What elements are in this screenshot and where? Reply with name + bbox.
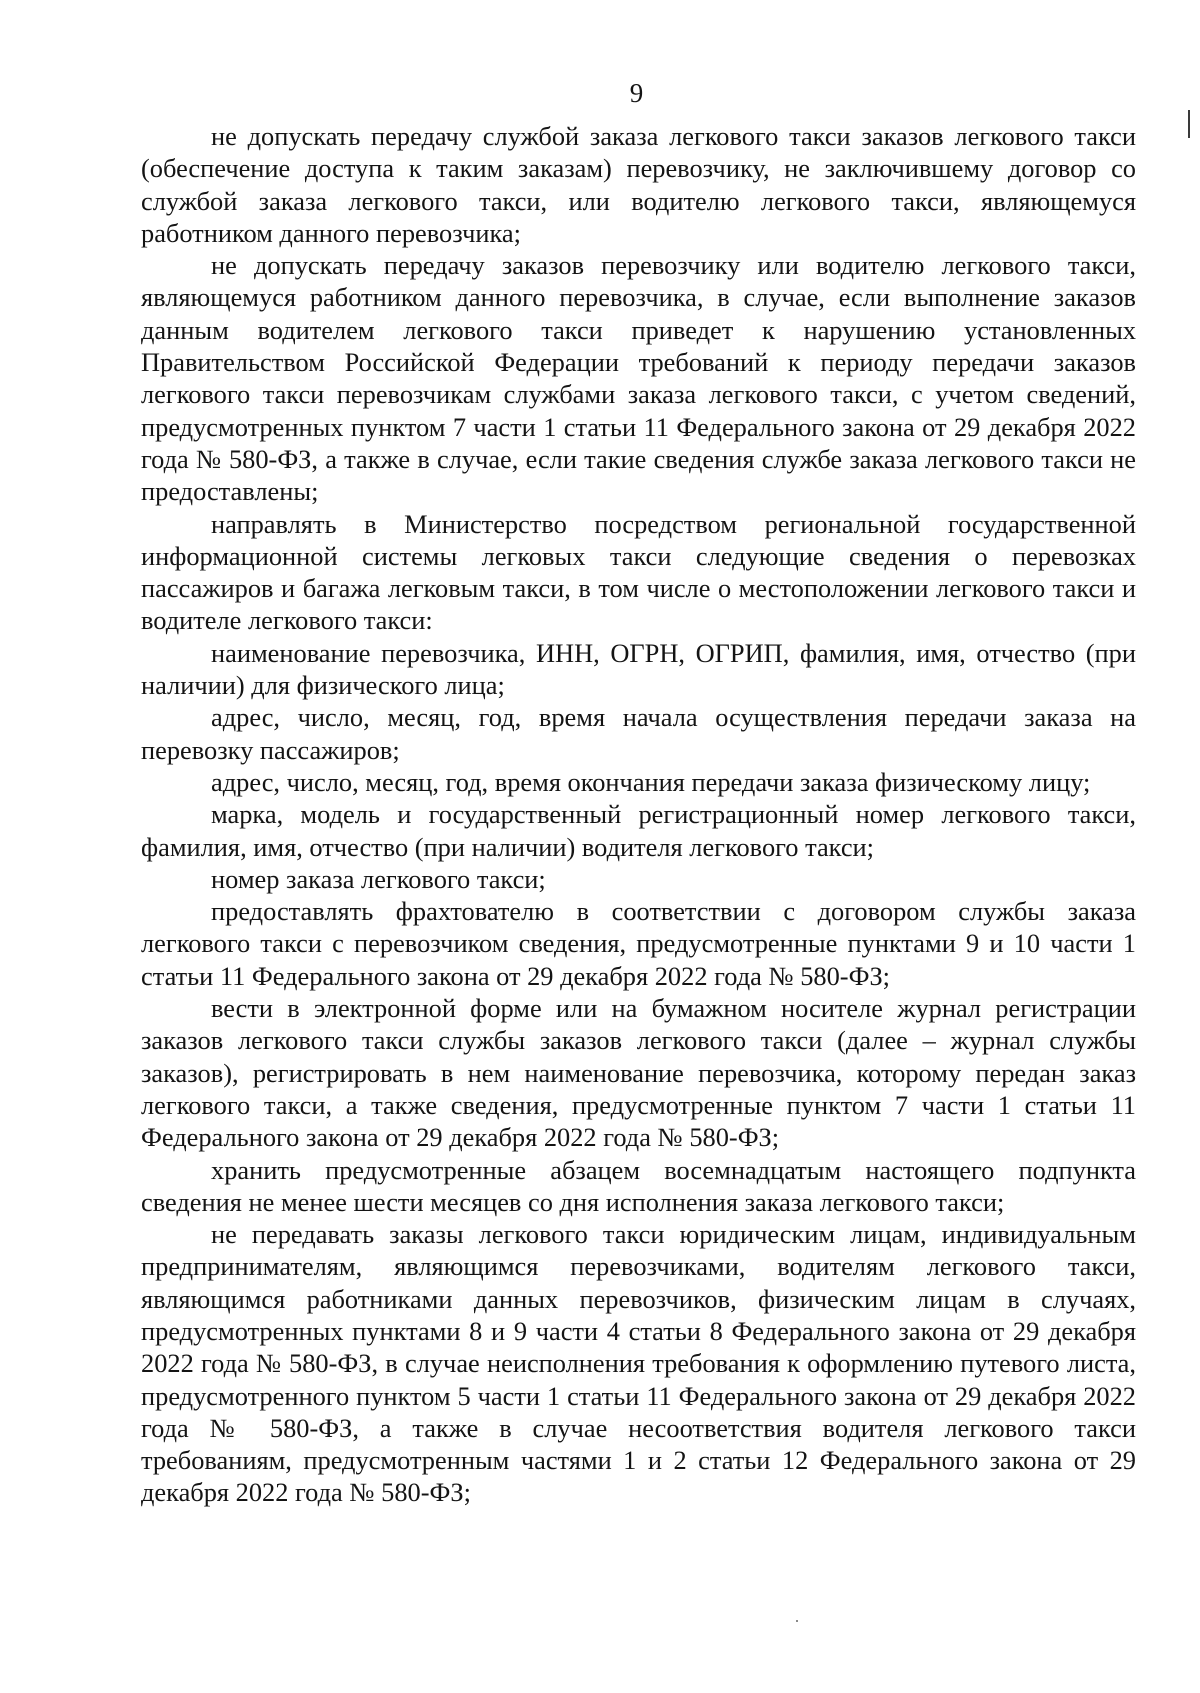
document-body xyxy=(141,120,1136,1509)
paragraph-11: хранить предусмотренные абзацем восемнадцатым настоящего подпункта сведения не менее шести месяцев со дня исполнения заказа легкового такси; xyxy=(141,1154,1136,1217)
paragraph-5: адрес, число, месяц, год, время начала осуществления передачи заказа на перевозку пассажиров; xyxy=(141,702,1136,765)
paragraph-12: не передавать заказы легкового такси юридическим лицам, индивидуальным предпринимателям, являющимся перевозчиками, водителям легкового такси, являющимся работниками данных перевозчиков, физическим лицам в случаях, предусмотренных пунктами 8 и 9 части 4 статьи 8 Федерального закона от 29 декабря 2022 года № 580-ФЗ, в случае неисполнения требования к оформлению путевого листа, предусмотренного пунктом 5 части 1 статьи 11 Федерального закона от 29 декабря 2022 года № 580-ФЗ, а также в случае несоответствия водителя легкового такси требованиям, предусмотренным частями 1 и 2 статьи 12 Федерального закона от 29 декабря 2022 года № 580-ФЗ; xyxy=(141,1219,1136,1508)
page-number: 9 xyxy=(629,78,644,108)
paragraph-3: направлять в Министерство посредством региональной государственной информационной системы легковых такси следующие сведения о перевозках пассажиров и багажа легковым такси, в том числе о местоположении легкового такси и водителе легкового такси: xyxy=(141,508,1136,636)
paragraph-2: не допускать передачу заказов перевозчику или водителю легкового такси, являющемуся работником данного перевозчика, в случае, если выполнение заказов данным водителем легкового такси приведет к нарушению установленных Правительством Российской Федерации требований к периоду передачи заказов легкового такси перевозчикам службами заказа легкового такси, с учетом сведений, предусмотренных пунктом 7 части 1 статьи 11 Федерального закона от 29 декабря 2022 года № 580-ФЗ, а также в случае, если такие сведения службе заказа легкового такси не предоставлены; xyxy=(141,250,1136,507)
paragraph-9: предоставлять фрахтователю в соответствии с договором службы заказа легкового такси с перевозчиком сведения, предусмотренные пунктами 9 и 10 части 1 статьи 11 Федерального закона от 29 декабря 2022 года № 580-ФЗ; xyxy=(141,896,1136,991)
paragraph-6: адрес, число, месяц, год, время окончания передачи заказа физическому лицу; xyxy=(211,766,1091,797)
paragraph-1: не допускать передачу службой заказа легкового такси заказов легкового такси (обеспечение доступа к таким заказам) перевозчику, не заключившему договор со службой заказа легкового такси, или водителю легкового такси, являющемуся работником данного перевозчика; xyxy=(141,121,1136,248)
paragraph-8: номер заказа легкового такси; xyxy=(211,863,546,894)
paragraph-7: марка, модель и государственный регистрационный номер легкового такси, фамилия, имя, отчество (при наличии) водителя легкового такси; xyxy=(141,799,1136,862)
paragraph-4: наименование перевозчика, ИНН, ОГРН, ОГРИП, фамилия, имя, отчество (при наличии) для физического лица; xyxy=(141,637,1136,701)
scan-margin-mark xyxy=(1188,110,1190,138)
paragraph-10: вести в электронной форме или на бумажном носителе журнал регистрации заказов легкового такси службы заказов легкового такси (далее – журнал службы заказов), регистрировать в нем наименование перевозчика, которому передан заказ легкового такси, а также сведения, предусмотренные пунктом 7 части 1 статьи 11 Федерального закона от 29 декабря 2022 года № 580-ФЗ; xyxy=(141,993,1136,1153)
scan-speck xyxy=(796,1620,798,1622)
